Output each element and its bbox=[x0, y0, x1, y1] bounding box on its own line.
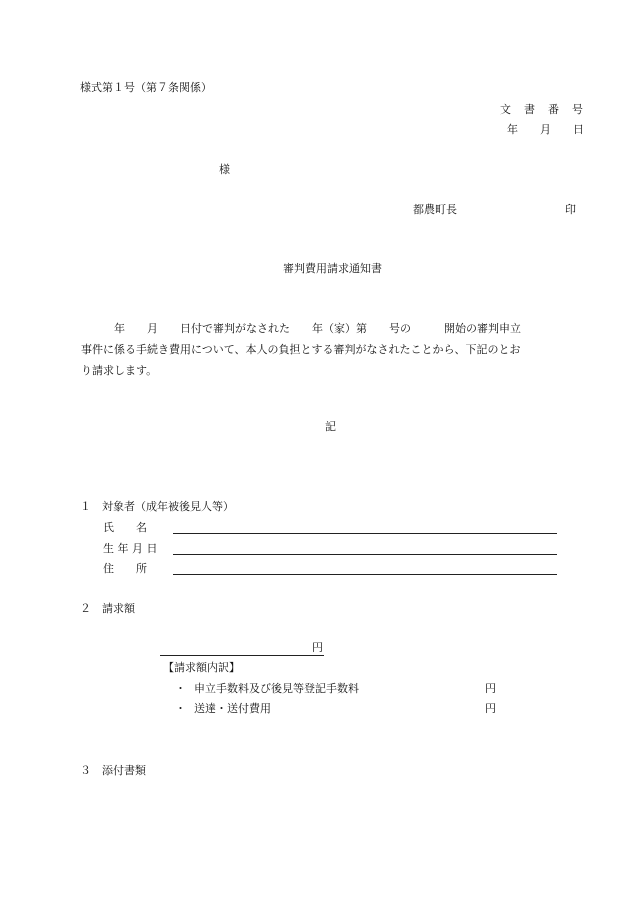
body-line-1: 年 月 日付で審判がなされた 年（家）第 号の 開始の審判申立 bbox=[81, 322, 521, 335]
birthdate-line bbox=[173, 554, 557, 555]
name-label: 氏 名 bbox=[103, 521, 147, 534]
form-number: 様式第１号（第７条関係） bbox=[80, 81, 212, 94]
issuer-name: 都農町長 bbox=[413, 203, 457, 216]
item-2-bullet: ・ bbox=[175, 702, 186, 715]
total-amount-unit: 円 bbox=[312, 641, 323, 654]
address-label: 住 所 bbox=[103, 562, 147, 575]
address-line bbox=[173, 574, 557, 575]
item-2-label: 送達・送付費用 bbox=[194, 702, 271, 715]
section3-heading: ３ 添付書類 bbox=[80, 764, 146, 777]
item-1-label: 申立手数料及び後見等登記手数料 bbox=[194, 682, 359, 695]
date-label: 年 月 日 bbox=[507, 123, 584, 136]
document-number-label: 文 書 番 号 bbox=[500, 103, 584, 116]
document-title: 審判費用請求通知書 bbox=[283, 262, 382, 275]
breakdown-heading: 【請求額内訳】 bbox=[163, 661, 240, 674]
item-2-unit: 円 bbox=[485, 702, 496, 715]
name-line bbox=[173, 533, 557, 534]
section2-heading: ２ 請求額 bbox=[80, 602, 135, 615]
birthdate-label: 生 年 月 日 bbox=[103, 542, 158, 555]
seal-mark: 印 bbox=[565, 203, 576, 216]
recipient-suffix: 様 bbox=[219, 163, 230, 176]
item-1-bullet: ・ bbox=[175, 682, 186, 695]
section1-heading: １ 対象者（成年被後見人等） bbox=[80, 500, 234, 513]
body-paragraph bbox=[81, 318, 551, 381]
body-line-2: 事件に係る手続き費用について、本人の負担とする審判がなされたことから、下記のとお bbox=[81, 343, 521, 356]
item-1-unit: 円 bbox=[485, 682, 496, 695]
body-line-3: り請求します。 bbox=[81, 364, 158, 377]
total-amount-line bbox=[160, 655, 324, 656]
ki-heading: 記 bbox=[325, 420, 336, 433]
